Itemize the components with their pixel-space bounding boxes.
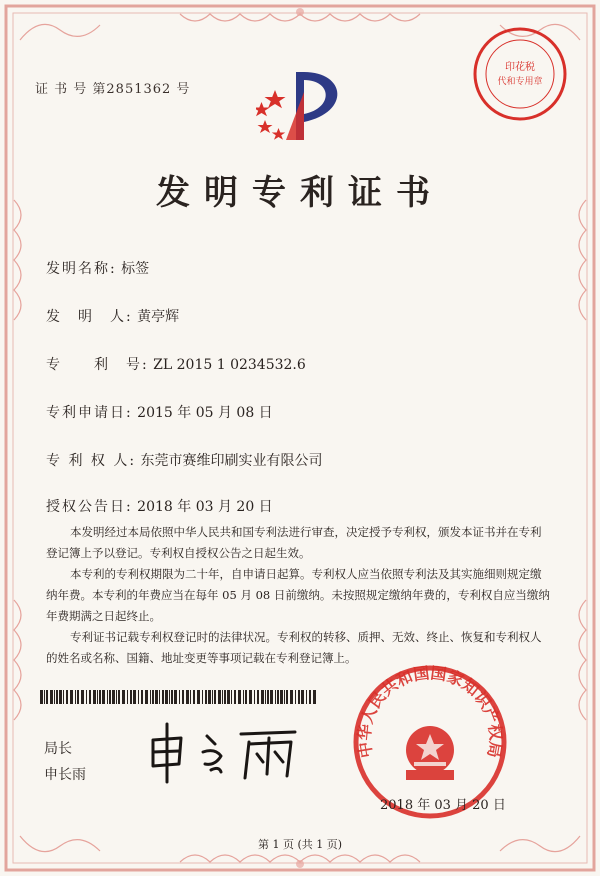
svg-text:代和专用章: 代和专用章: [497, 77, 543, 87]
field-label: 发 明 人:: [46, 309, 133, 325]
field-grant-date: [46, 496, 273, 516]
field-value: 黄亭辉: [137, 309, 180, 325]
page-number: 第 1 页 (共 1 页): [257, 838, 343, 851]
field-patentee: [46, 450, 323, 470]
paragraph-legal-status: 专利证书记载专利权登记时的法律状况。专利权的转移、质押、无效、终止、恢复和专利权人的姓名或名称、国籍、地址变更等事项记载在专利登记簿上。: [46, 630, 542, 665]
field-value: 东莞市赛维印刷实业有限公司: [140, 453, 323, 469]
stamp-duty-seal: [470, 24, 570, 124]
field-label: 发明名称:: [46, 261, 117, 277]
field-label: 授权公告日:: [46, 499, 133, 515]
svg-text:印花税: 印花税: [505, 62, 535, 73]
certificate-title: 发明专利证书: [156, 173, 444, 213]
certificate-number: 证 书 号 第2851362 号: [35, 82, 191, 97]
field-value: 2018 年 03 月 20 日: [137, 499, 273, 515]
field-label: 专利申请日:: [46, 405, 133, 421]
field-value: 2015 年 05 月 08 日: [137, 405, 273, 421]
field-patent-number: [46, 354, 306, 374]
issue-date: 2018 年 03 月 20 日: [380, 798, 506, 813]
paragraph-term: 本专利的专利权期限为二十年，自申请日起算。专利权人应当依照专利法及其实施细则规定缴纳年费。本专利的年费应当在每年 05 月 08 日前缴纳。未按照规定缴纳年费的，专利权自应当缴纳年费期满之日起终止。: [46, 567, 550, 623]
field-label: 专 利 权 人:: [46, 453, 137, 469]
director-name: 申长雨: [44, 767, 86, 783]
field-label: 专 利 号:: [46, 357, 149, 373]
certificate-body: [46, 522, 551, 669]
field-value: ZL 2015 1 0234532.6: [153, 357, 306, 373]
seal-text: 中华人民共和国国家知识产权局: [354, 663, 506, 760]
paragraph-grant: 本发明经过本局依照中华人民共和国专利法进行审查，决定授予专利权，颁发本证书并在专利登记簿上予以登记。专利权自授权公告之日起生效。: [46, 525, 542, 560]
cnipa-logo-icon: [256, 62, 356, 147]
director-signature: [145, 718, 305, 788]
field-value: 标签: [121, 261, 150, 277]
field-invention-name: [46, 258, 149, 278]
field-inventor: [46, 306, 179, 326]
field-application-date: [46, 402, 273, 422]
barcode: [40, 690, 320, 704]
director-title: 局长: [44, 741, 72, 757]
